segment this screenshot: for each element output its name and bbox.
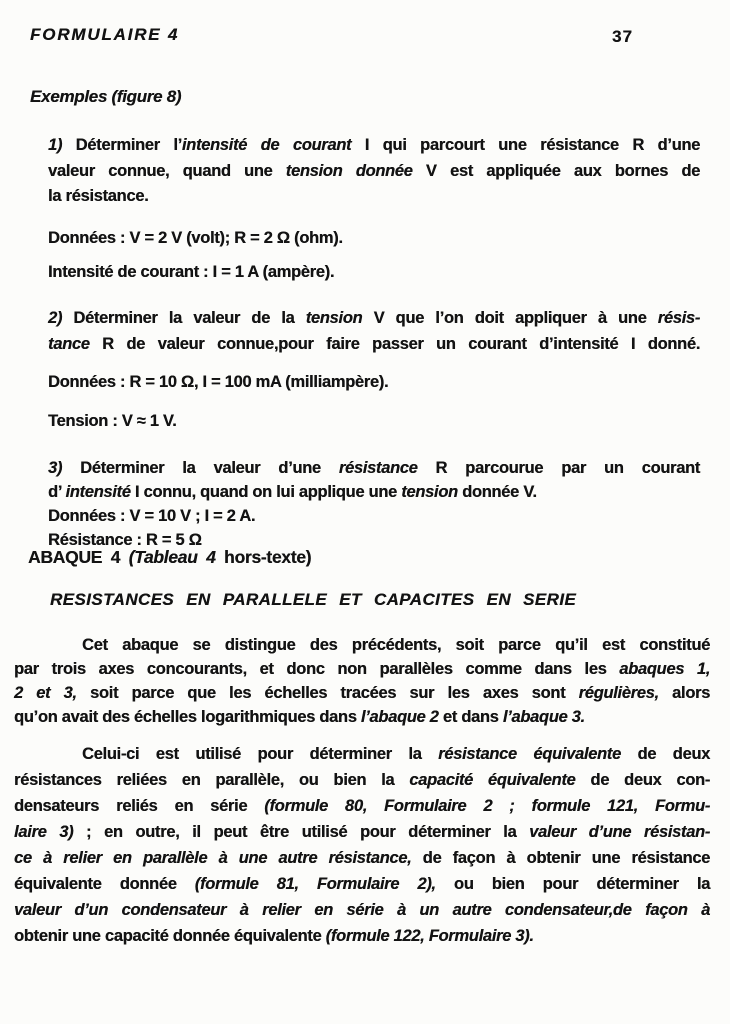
text-run: alors (658, 684, 710, 702)
text-run: obtenir une capacité donnée équivalente (14, 927, 326, 945)
text-run: intensité (65, 483, 131, 501)
text-run: hors-texte) (215, 547, 312, 567)
text-line (14, 845, 710, 871)
text-run: I qui parcourt une résistance R d’une (351, 136, 701, 154)
text-line (14, 793, 710, 819)
text-run: de façon à obtenir une résistance (411, 849, 710, 867)
text-run: de deux (620, 745, 710, 763)
text-run: (formule 122, Formulaire 3). (325, 927, 534, 945)
text-run: 2) (48, 309, 74, 327)
text-run: (Tableau 4 (128, 547, 216, 567)
text-line (14, 681, 710, 705)
text-run: résistance équivalente (438, 745, 621, 763)
text-run: ou bien pour déterminer la (435, 875, 710, 893)
text-run: I connu, quand on lui applique une (130, 483, 402, 501)
text-run: Résistance : R = 5 Ω (48, 531, 202, 549)
text-run: RESISTANCES EN PARALLELE ET CAPACITES EN SERIE (50, 590, 577, 609)
text-line (14, 767, 710, 793)
text-run: laire 3) (14, 823, 74, 841)
text-line (48, 184, 700, 210)
text-line (14, 741, 710, 767)
example-3-data-line (48, 504, 700, 528)
text-line (48, 133, 700, 159)
text-line (14, 897, 710, 923)
text-run: Déterminer la valeur de la (73, 309, 306, 327)
text-run: Tension : V ≈ 1 V. (48, 412, 177, 430)
text-run: Cet abaque se distingue des précédents, soit parce qu’il est constitué (82, 636, 710, 654)
text-run: capacité équivalente (409, 771, 576, 789)
text-run: résistances reliées en parallèle, ou bien la (14, 771, 410, 789)
text-run: et dans (438, 708, 503, 726)
text-run: Déterminer la valeur d’une (80, 459, 339, 477)
text-run: régulières, (578, 684, 659, 702)
example-1-paragraph (48, 133, 700, 210)
text-run: l’abaque 2 (360, 708, 439, 726)
description-paragraph-2 (14, 741, 710, 949)
text-line (14, 657, 710, 681)
text-run: V que l’on doit appliquer à une (362, 309, 658, 327)
text-line (14, 871, 710, 897)
text-run: ABAQUE 4 (28, 547, 129, 567)
text-line (48, 159, 700, 185)
text-run: tance (48, 334, 90, 353)
text-run: (formule 81, Formulaire 2), (194, 875, 436, 893)
text-run: intensité de courant (181, 136, 352, 154)
text-run: 3) (48, 459, 81, 477)
text-run: Déterminer l’ (75, 136, 182, 154)
text-run: qu’on avait des échelles logarithmiques dans (14, 708, 361, 726)
text-run: Celui-ci est utilisé pour déterminer la (82, 745, 439, 763)
text-run: valeur connue, quand une (48, 161, 286, 180)
text-run: R de valeur connue,pour faire passer un courant d’intensité I donné. (89, 334, 700, 353)
text-run: Données : V = 10 V ; I = 2 A. (48, 507, 256, 525)
text-run: densateurs reliés en série (14, 797, 265, 815)
text-run: ; en outre, il peut être utilisé pour déterminer la (73, 823, 530, 841)
abaque-4-title (28, 547, 311, 568)
text-run: 1) (48, 136, 76, 154)
example-1-data-line (48, 226, 700, 252)
text-run: résistance (338, 459, 418, 477)
page-number: 37 (612, 27, 633, 46)
text-run: soit parce que les échelles tracées sur les axes sont (76, 684, 579, 702)
text-run: par trois axes concourants, et donc non parallèles comme dans les (14, 660, 620, 678)
text-run: Intensité de courant : I = 1 A (ampère). (48, 263, 335, 281)
text-run: ce à relier en parallèle à une autre résistance, (14, 849, 412, 867)
text-run: équivalente donnée (14, 875, 195, 893)
text-run: Données : V = 2 V (volt); R = 2 Ω (ohm). (48, 229, 343, 247)
text-run: l’abaque 3. (502, 708, 585, 726)
text-line (48, 306, 700, 332)
exemples-heading (30, 87, 181, 107)
text-line (48, 480, 700, 504)
text-run: abaques 1, (619, 660, 710, 678)
text-line (48, 332, 700, 358)
text-line (48, 456, 700, 480)
example-2-data-line (48, 370, 700, 396)
example-3-paragraph (48, 456, 700, 552)
text-run: tension (305, 309, 363, 327)
text-run: d’ (48, 483, 66, 501)
text-run: 2 et 3, (14, 684, 77, 702)
example-1-result-line (48, 260, 700, 286)
text-run: R parcourue par un courant (417, 459, 700, 477)
text-line (14, 923, 710, 949)
text-run: valeur d’un condensateur à relier en série à un autre condensateur,de façon à (14, 901, 710, 919)
text-run: donnée V. (457, 483, 537, 501)
text-run: tension (401, 483, 458, 501)
text-run: Données : R = 10 Ω, I = 100 mA (milliampère). (48, 373, 389, 391)
text-run: valeur d’une résistan- (529, 823, 710, 841)
running-header-title: FORMULAIRE 4 (30, 25, 180, 44)
example-2-paragraph (48, 306, 700, 357)
text-run: V est appliquée aux bornes de (412, 161, 700, 180)
text-run: la résistance. (48, 187, 149, 205)
text-line (14, 819, 710, 845)
text-line (14, 705, 710, 729)
text-run: tension donnée (285, 161, 413, 180)
text-run: (formule 80, Formulaire 2 ; formule 121, Formu- (264, 797, 710, 815)
text-run: résis- (657, 309, 700, 327)
section-heading (50, 590, 576, 610)
text-line (14, 633, 710, 657)
text-run: Exemples (figure 8) (30, 87, 182, 106)
description-paragraph-1 (14, 633, 710, 729)
text-run: de deux con- (575, 771, 710, 789)
example-2-result-line (48, 409, 700, 435)
